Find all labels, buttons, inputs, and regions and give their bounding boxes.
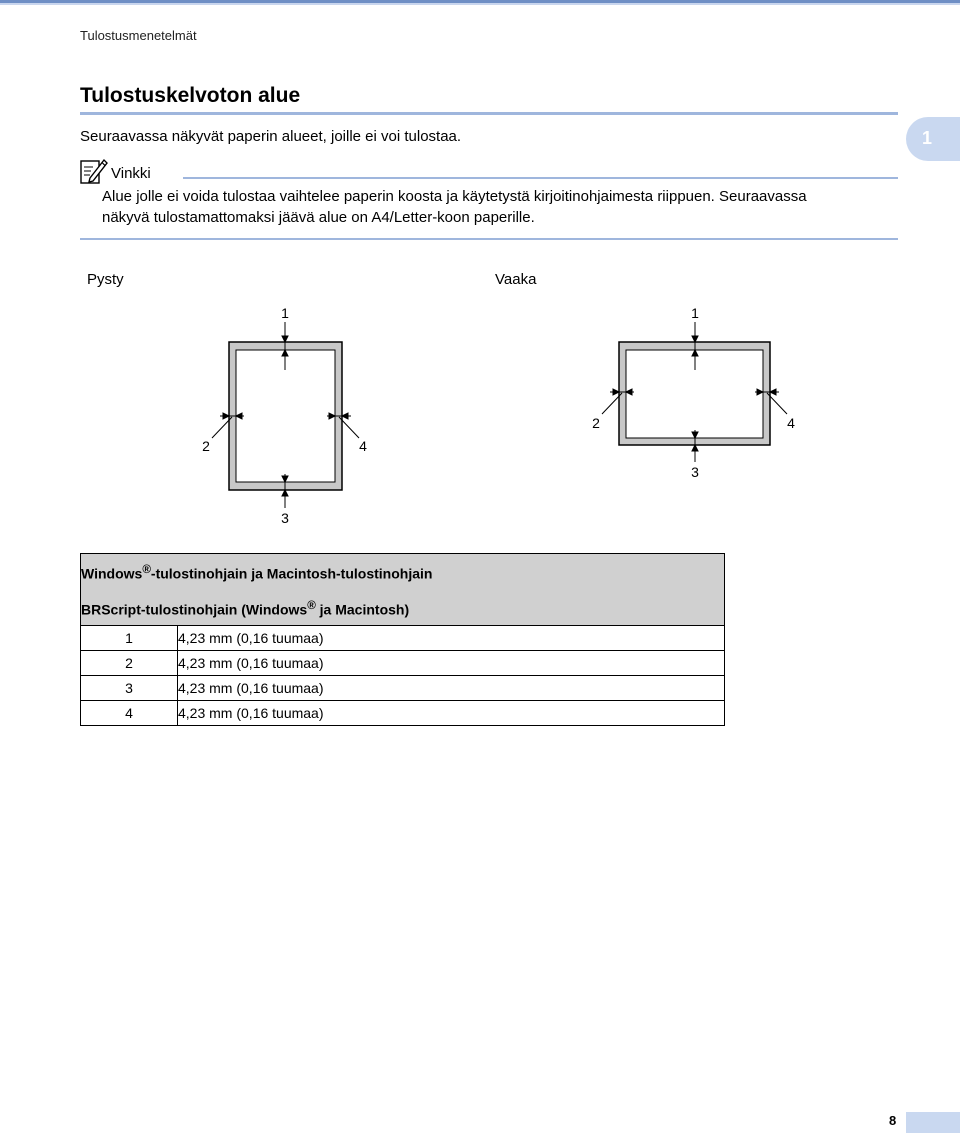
intro-text: Seuraavassa näkyvät paperin alueet, joille ei voi tulostaa. bbox=[80, 128, 462, 145]
portrait-label-4: 4 bbox=[359, 438, 367, 454]
table-header-cell bbox=[81, 554, 725, 626]
portrait-label-1: 1 bbox=[281, 305, 289, 321]
unprintable-area-diagram bbox=[0, 290, 960, 540]
chapter-tab bbox=[906, 117, 960, 161]
note-line-2: näkyvä tulostamattomaksi jäävä alue on A4/Letter-koon paperille. bbox=[102, 209, 535, 226]
portrait-label-3: 3 bbox=[281, 510, 289, 526]
row-value: 4,23 mm (0,16 tuumaa) bbox=[178, 626, 725, 651]
landscape-label-3: 3 bbox=[691, 464, 699, 480]
table-row bbox=[81, 651, 725, 676]
row-number: 4 bbox=[81, 701, 178, 726]
table-header-line-1: Windows®-tulostinohjain ja Macintosh-tulostinohjain bbox=[81, 563, 433, 582]
page-number: 8 bbox=[889, 1113, 897, 1128]
note-body bbox=[102, 186, 902, 228]
table-row bbox=[81, 626, 725, 651]
table-header-row bbox=[81, 554, 725, 626]
table-row bbox=[81, 676, 725, 701]
chapter-number: 1 bbox=[922, 128, 933, 148]
note-pencil-icon bbox=[79, 156, 109, 186]
row-number: 3 bbox=[81, 676, 178, 701]
note-line-1: Alue jolle ei voida tulostaa vaihtelee paperin koosta ja käytetystä kirjoitinohjaimesta riippuen. Seuraavassa bbox=[102, 188, 807, 205]
row-number: 2 bbox=[81, 651, 178, 676]
top-rule-light bbox=[0, 3, 960, 5]
landscape-label-1: 1 bbox=[691, 305, 699, 321]
row-value: 4,23 mm (0,16 tuumaa) bbox=[178, 676, 725, 701]
portrait-label: Pysty bbox=[87, 271, 124, 288]
page-tab bbox=[906, 1112, 960, 1133]
note-rule-top bbox=[183, 177, 898, 179]
row-value: 4,23 mm (0,16 tuumaa) bbox=[178, 651, 725, 676]
title-rule bbox=[80, 112, 898, 115]
registered-mark: ® bbox=[142, 563, 151, 576]
portrait-label-2: 2 bbox=[202, 438, 210, 454]
margins-table bbox=[80, 553, 725, 726]
portrait-page bbox=[212, 322, 359, 508]
landscape-page bbox=[602, 322, 787, 462]
page-title: Tulostuskelvoton alue bbox=[80, 84, 301, 107]
row-value: 4,23 mm (0,16 tuumaa) bbox=[178, 701, 725, 726]
landscape-label-4: 4 bbox=[787, 415, 795, 431]
landscape-label: Vaaka bbox=[495, 271, 537, 288]
note-rule-bottom bbox=[80, 238, 898, 240]
running-header: Tulostusmenetelmät bbox=[80, 28, 197, 43]
table-header-line-2: BRScript-tulostinohjain (Windows® ja Macintosh) bbox=[81, 598, 410, 618]
table-row bbox=[81, 701, 725, 726]
note-title: Vinkki bbox=[111, 165, 151, 182]
registered-mark: ® bbox=[307, 598, 316, 612]
landscape-label-2: 2 bbox=[592, 415, 600, 431]
row-number: 1 bbox=[81, 626, 178, 651]
